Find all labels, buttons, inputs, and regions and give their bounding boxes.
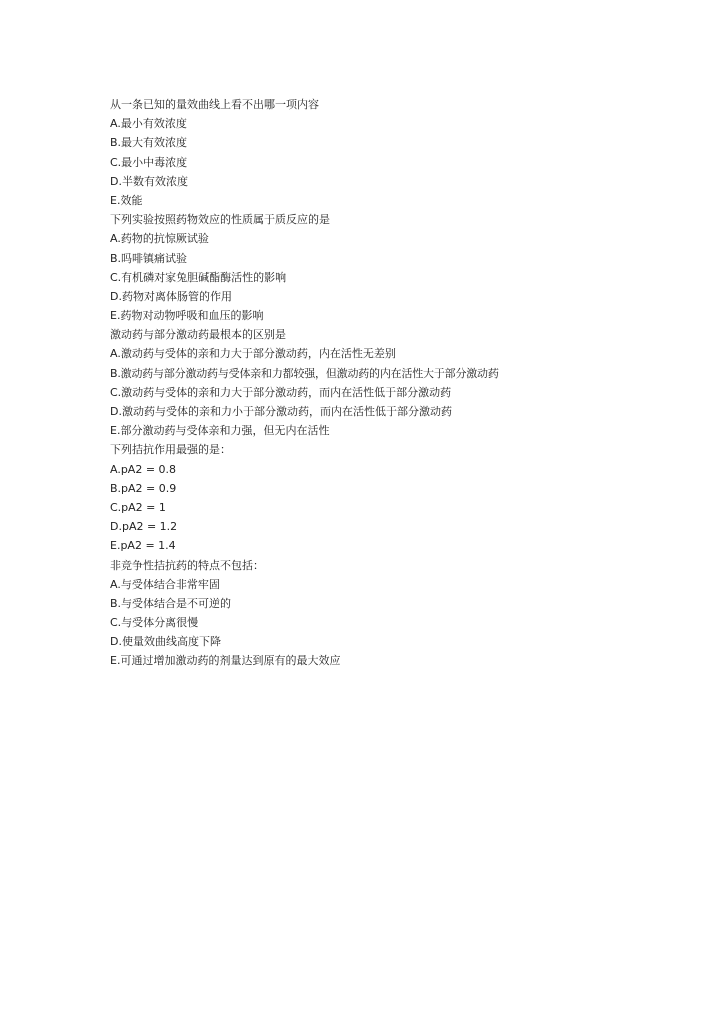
option-e: E.部分激动药与受体亲和力强，但无内在活性 <box>110 424 330 438</box>
question-block <box>110 440 580 555</box>
option-b: B.激动药与部分激动药与受体亲和力都较强，但激动药的内在活性大于部分激动药 <box>110 366 499 380</box>
question-block <box>110 210 580 325</box>
option-c: C.有机磷对家兔胆碱酯酶活性的影响 <box>110 270 287 284</box>
option-d: D.pA2 = 1.2 <box>110 520 178 534</box>
option-c: C.与受体分离很慢 <box>110 616 199 630</box>
option-d: D.药物对离体肠管的作用 <box>110 289 232 303</box>
question-stem: 激动药与部分激动药最根本的区别是 <box>110 328 286 342</box>
option-e: E.可通过增加激动药的剂量达到原有的最大效应 <box>110 654 341 668</box>
option-b: B.最大有效浓度 <box>110 136 188 150</box>
option-d: D.半数有效浓度 <box>110 174 188 188</box>
question-stem: 非竞争性拮抗药的特点不包括： <box>110 558 264 572</box>
question-stem: 从一条已知的量效曲线上看不出哪一项内容 <box>110 98 319 111</box>
option-a: A.与受体结合非常牢固 <box>110 577 220 591</box>
option-b: B.与受体结合是不可逆的 <box>110 596 232 610</box>
option-b: B.pA2 = 0.9 <box>110 481 177 495</box>
option-a: A.最小有效浓度 <box>110 117 187 131</box>
question-block <box>110 556 580 671</box>
option-c: C.pA2 = 1 <box>110 500 166 514</box>
question-stem: 下列拮抗作用最强的是： <box>110 443 231 457</box>
option-d: D.使量效曲线高度下降 <box>110 635 221 649</box>
question-list <box>110 95 580 671</box>
question-block <box>110 325 580 440</box>
option-d: D.激动药与受体的亲和力小于部分激动药，而内在活性低于部分激动药 <box>110 405 452 418</box>
option-a: A.pA2 = 0.8 <box>110 462 177 476</box>
option-e: E.药物对动物呼吸和血压的影响 <box>110 309 264 323</box>
option-e: E.效能 <box>110 193 143 207</box>
option-c: C.激动药与受体的亲和力大于部分激动药，而内在活性低于部分激动药 <box>110 385 452 399</box>
option-a: A.激动药与受体的亲和力大于部分激动药，内在活性无差别 <box>110 347 396 361</box>
option-a: A.药物的抗惊厥试验 <box>110 232 209 246</box>
question-stem: 下列实验按照药物效应的性质属于质反应的是 <box>110 213 330 227</box>
option-c: C.最小中毒浓度 <box>110 155 188 169</box>
option-e: E.pA2 = 1.4 <box>110 539 176 553</box>
option-b: B.吗啡镇痛试验 <box>110 251 188 265</box>
question-block <box>110 95 580 210</box>
